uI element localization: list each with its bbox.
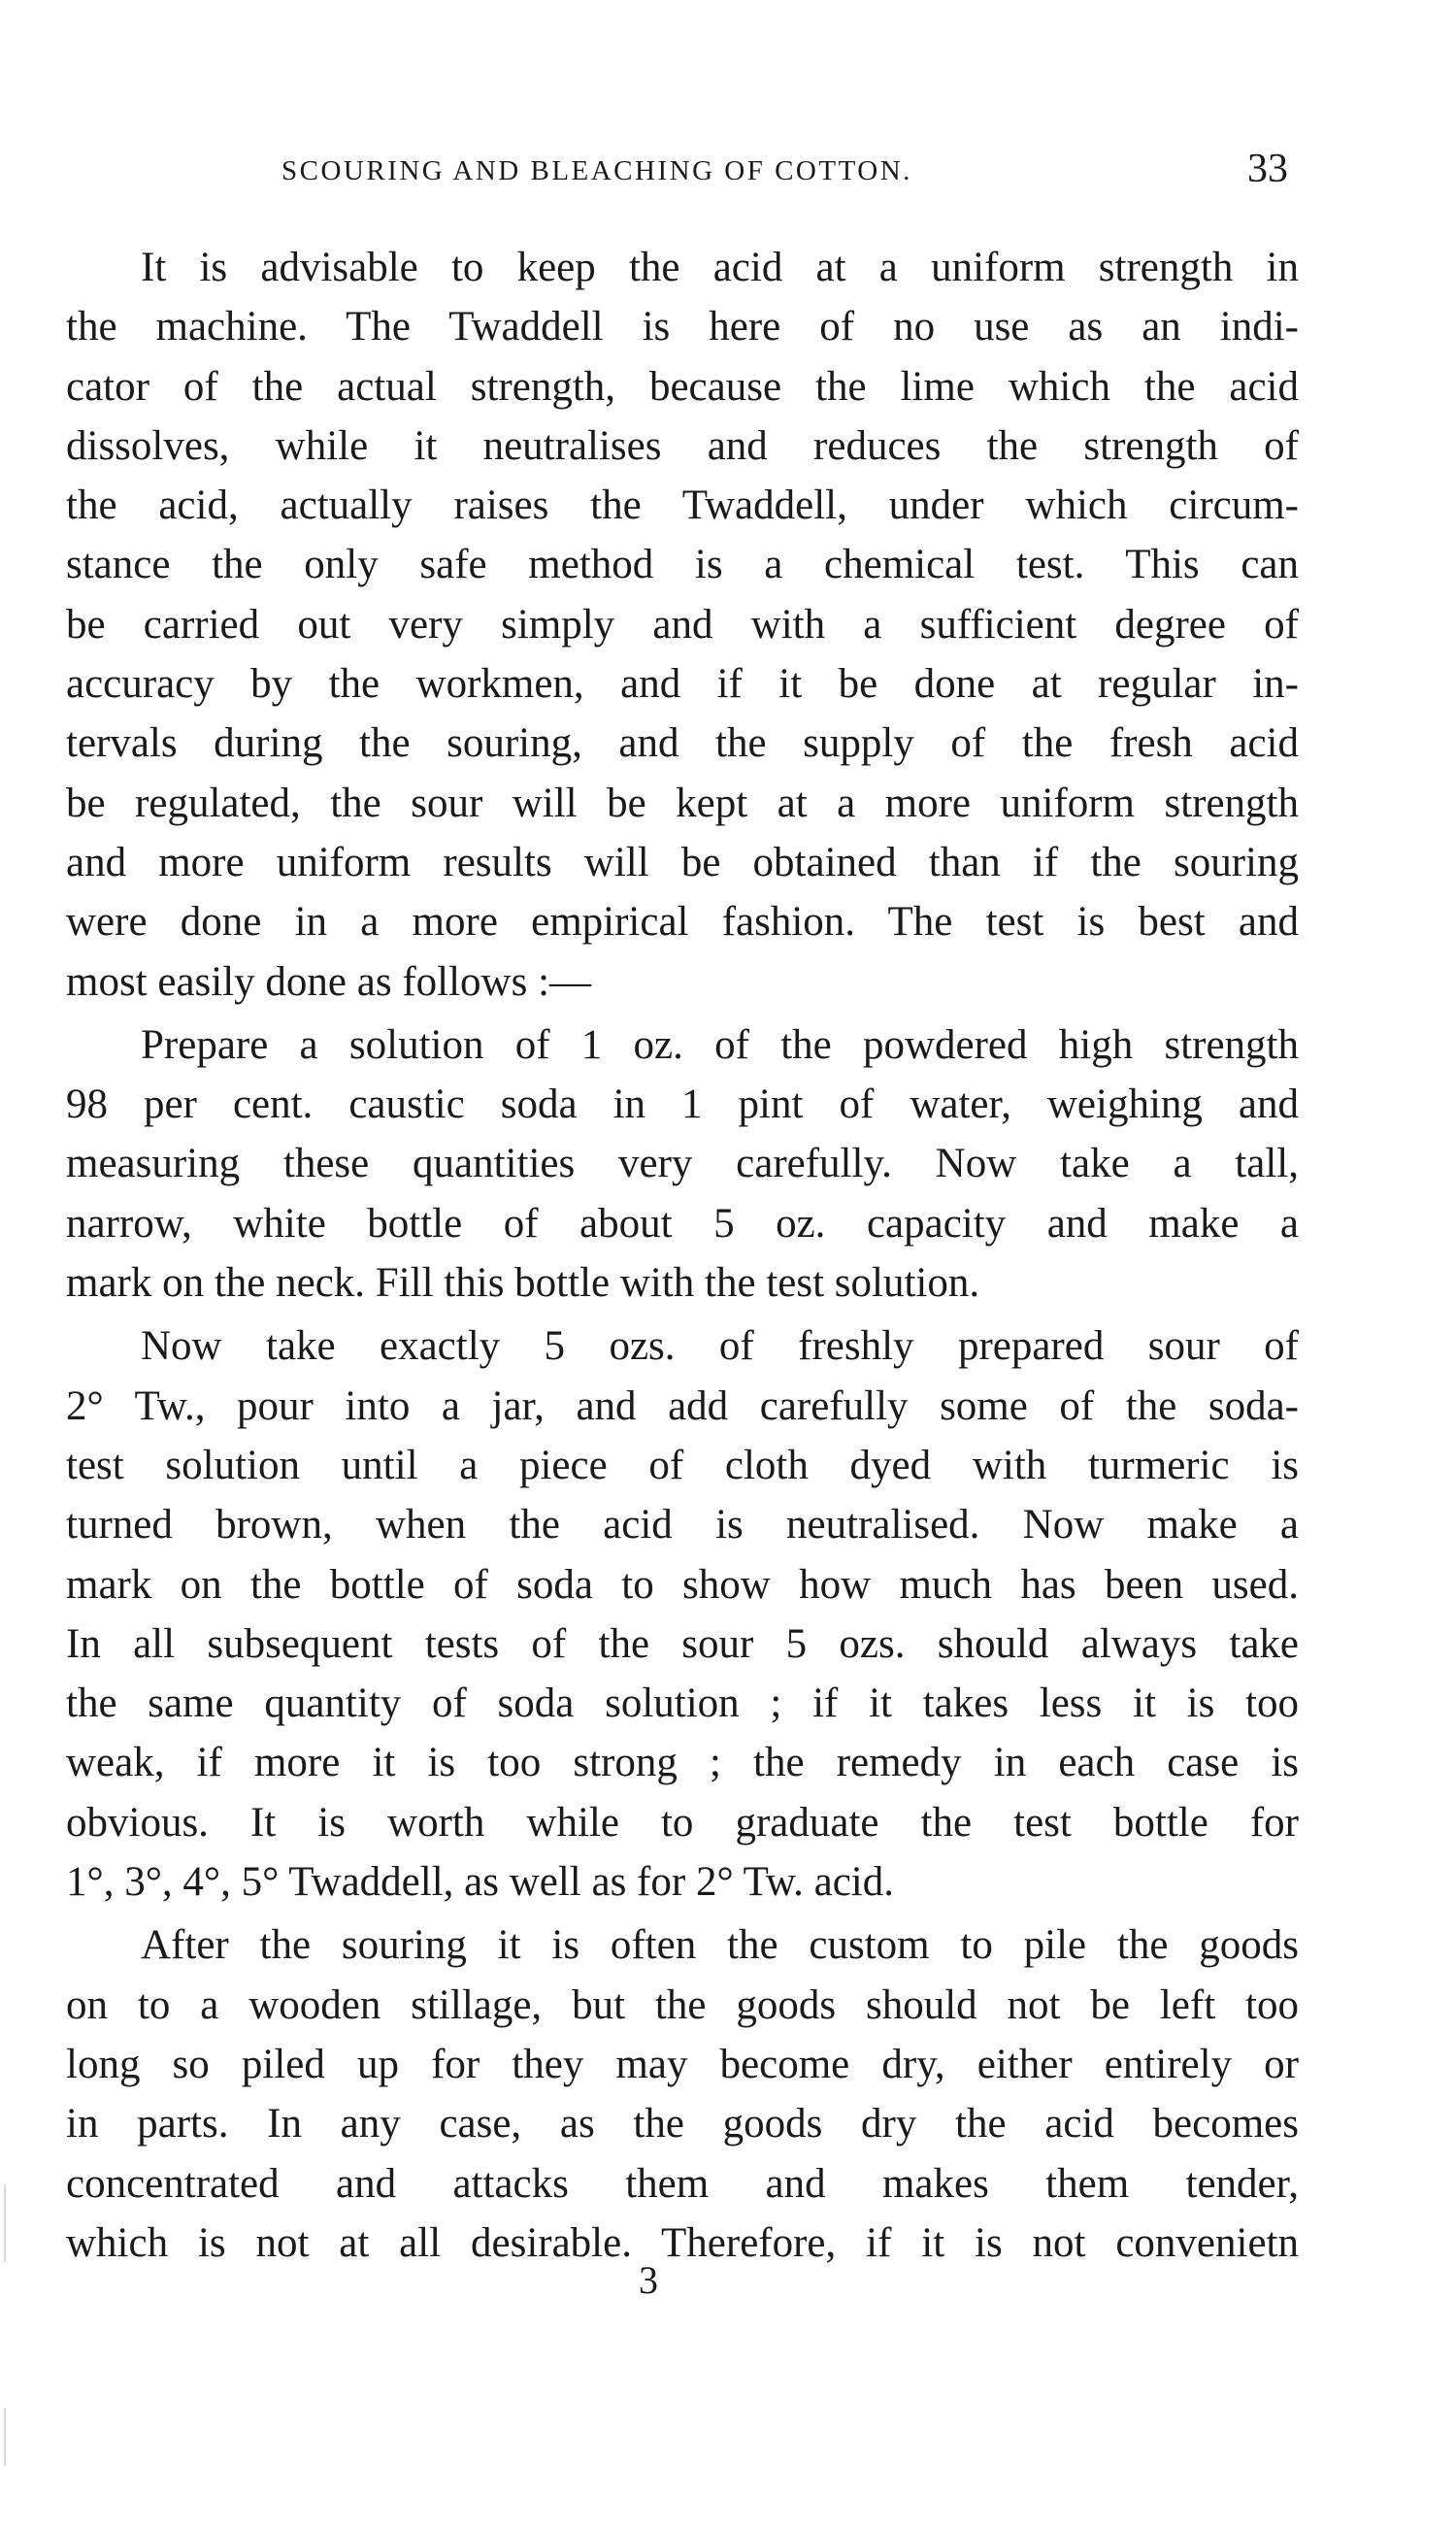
page-edge-mark [4,2184,6,2262]
running-title: SCOURING AND BLEACHING OF COTTON. [281,155,912,186]
text-line: It is advisable to keep the acid at a uniform strength in [141,245,1299,290]
text-line: accuracy by the workmen, and if it be done at regular in- [66,661,1299,708]
text-line: the acid, actually raises the Twaddell, under which circum- [66,483,1299,529]
text-line: the same quantity of soda solution ; if it takes less it is too [66,1681,1299,1727]
text-line: on to a wooden stillage, but the goods should not be left too [66,1981,1299,2028]
text-line: measuring these quantities very carefully. Now take a tall, [66,1141,1299,1187]
signature-mark: 3 [639,2258,658,2302]
text-line: the machine. The Twaddell is here of no use as an indi- [66,304,1299,350]
text-line: in parts. In any case, as the goods dry the acid becomes [66,2101,1299,2147]
text-line: were done in a more empirical fashion. The test is best and [66,899,1299,946]
text-line: turned brown, when the acid is neutralised. Now make a [66,1502,1299,1548]
text-line: and more uniform results will be obtained than if the souring [66,839,1299,885]
text-line: After the souring it is often the custom to pile the goods [141,1922,1299,1969]
paragraph-1 [66,238,1299,1012]
text-line: be carried out very simply and with a sufficient degree of [66,601,1299,648]
text-line: dissolves, while it neutralises and reduces the strength of [66,422,1299,469]
text-line: Prepare a solution of 1 oz. of the powdered high strength [141,1021,1299,1068]
text-line: test solution until a piece of cloth dyed with turmeric is [66,1442,1299,1488]
text-line: cator of the actual strength, because the lime which the acid [66,363,1299,410]
text-line: mark on the neck. Fill this bottle with the test solution. [66,1260,980,1307]
paragraph-3 [66,1316,1299,1912]
page-number: 33 [1247,147,1288,191]
text-line: most easily done as follows :— [66,958,592,1005]
text-line: mark on the bottle of soda to show how much has been used. [66,1561,1299,1608]
text-line: 2° Tw., pour into a jar, and add carefully some of the soda- [66,1382,1299,1429]
paragraph-4 [66,1915,1299,2273]
text-line: 98 per cent. caustic soda in 1 pint of water, weighing and [66,1082,1299,1128]
text-line: weak, if more it is too strong ; the remedy in each case is [66,1740,1299,1786]
body-text [66,238,1299,2277]
text-line: be regulated, the sour will be kept at a more uniform strength [66,780,1299,826]
text-line: In all subsequent tests of the sour 5 ozs. should always take [66,1620,1299,1667]
text-line: which is not at all desirable. Therefore, if it is not convenietn [66,2219,1299,2266]
paragraph-2 [66,1015,1299,1313]
text-line: Now take exactly 5 ozs. of freshly prepared sour of [141,1323,1299,1370]
text-line: 1°, 3°, 4°, 5° Twaddell, as well as for 2° Tw. acid. [66,1859,895,1906]
page-edge-mark [4,2408,6,2466]
text-line: long so piled up for they may become dry, either entirely or [66,2041,1299,2087]
text-line: tervals during the souring, and the supply of the fresh acid [66,720,1299,767]
text-line: narrow, white bottle of about 5 oz. capacity and make a [66,1200,1299,1247]
text-line: stance the only safe method is a chemical test. This can [66,542,1299,588]
text-line: concentrated and attacks them and makes them tender, [66,2160,1299,2207]
text-line: obvious. It is worth while to graduate the test bottle for [66,1799,1299,1846]
